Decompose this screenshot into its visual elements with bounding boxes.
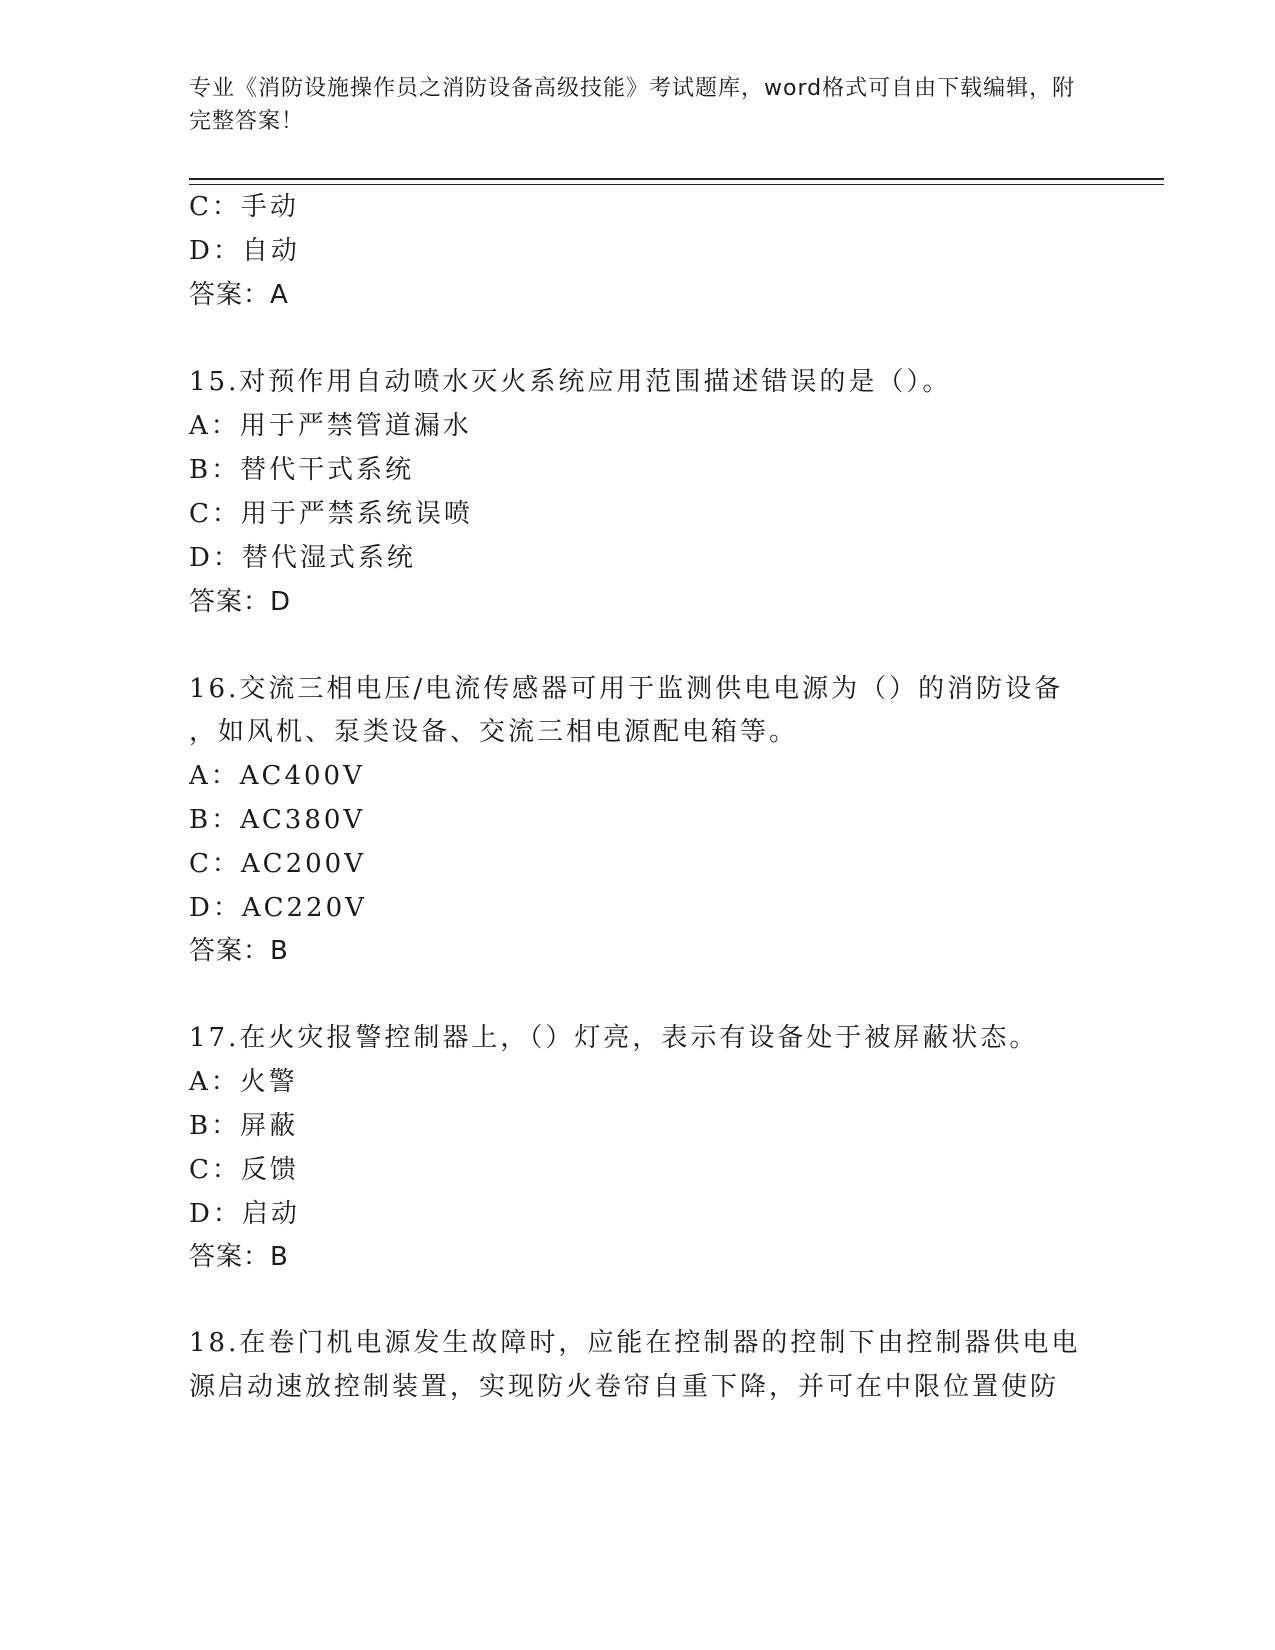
question-15-option-a: A：用于严禁管道漏水 [189,411,472,441]
question-15-answer: 答案：D [189,587,292,617]
document-header: 专业《消防设施操作员之消防设备高级技能》考试题库，word格式可自由下载编辑，附完整答案！ [189,76,1076,134]
header-divider-thick [189,178,1164,180]
question-18-stem-line-1: 18.在卷门机电源发生故障时，应能在控制器的控制下由控制器供电电 [189,1328,1081,1358]
header-divider-thin [189,184,1164,185]
question-15-option-b: B：替代干式系统 [189,455,415,485]
option-c: C：手动 [189,192,299,222]
question-15-option-d: D：替代湿式系统 [189,543,416,573]
answer-line: 答案：A [189,280,289,310]
question-16-option-b: B：AC380V [189,805,366,835]
question-16-option-c: C：AC200V [189,849,366,879]
question-17-option-b: B：屏蔽 [189,1111,299,1141]
question-16-stem-line-2: ，如风机、泵类设备、交流三相电源配电箱等。 [189,717,799,747]
question-16-answer: 答案：B [189,936,289,966]
question-17-answer: 答案：B [189,1242,289,1272]
question-17-option-c: C：反馈 [189,1155,299,1185]
question-16-option-d: D：AC220V [189,893,367,923]
question-15-option-c: C：用于严禁系统误喷 [189,499,473,529]
question-16-stem-line-1: 16.交流三相电压/电流传感器可用于监测供电电源为（）的消防设备 [189,674,1064,704]
question-18-stem-line-2: 源启动速放控制装置，实现防火卷帘自重下降，并可在中限位置使防 [189,1372,1060,1402]
question-17-option-a: A：火警 [189,1067,298,1097]
question-15-stem: 15.对预作用自动喷水灭火系统应用范围描述错误的是（）。 [189,367,952,397]
question-17-option-d: D：启动 [189,1199,300,1229]
question-16-option-a: A：AC400V [189,761,365,791]
option-d: D：自动 [189,236,300,266]
question-17-stem: 17.在火灾报警控制器上，（）灯亮，表示有设备处于被屏蔽状态。 [189,1023,1039,1053]
